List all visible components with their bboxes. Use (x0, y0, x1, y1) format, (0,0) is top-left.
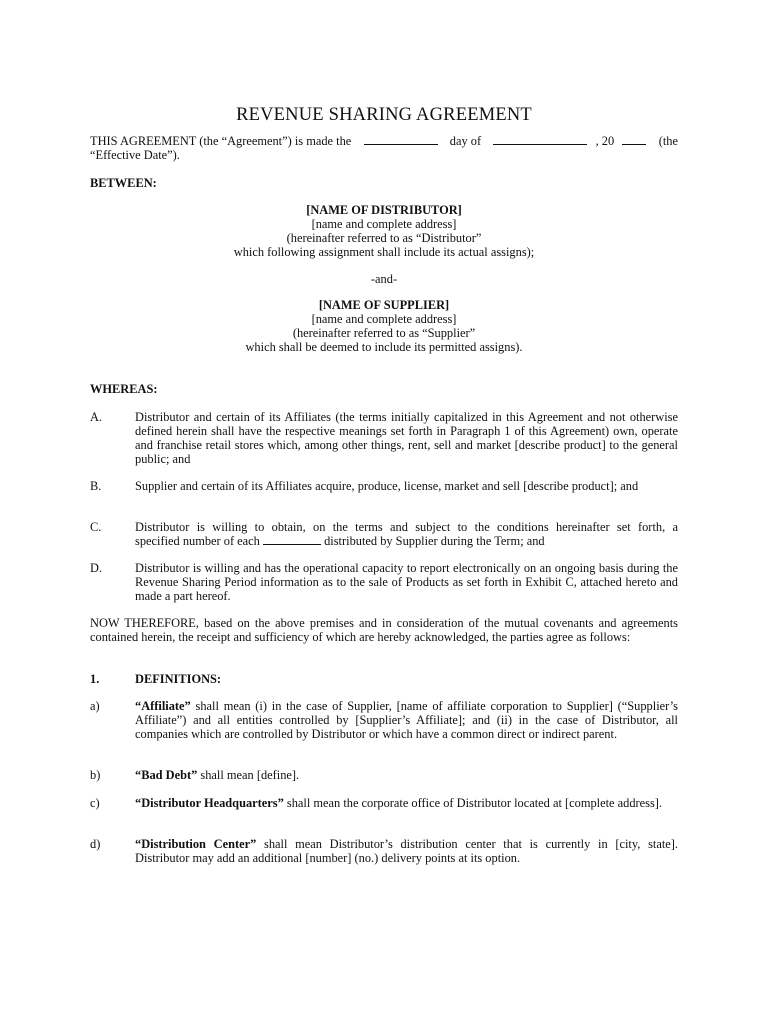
recital-label: B. (90, 479, 102, 493)
definition-term: “Distribution Center” (135, 837, 257, 851)
definition-text (135, 796, 678, 810)
intro-text-3: , 20 (595, 134, 615, 148)
distributor-referred: (hereinafter referred to as “Distributor” (286, 231, 482, 245)
definition-body: shall mean the corporate office of Distributor located at [complete address]. (283, 796, 663, 810)
distributor-name: [NAME OF DISTRIBUTOR] (306, 203, 462, 217)
distributor-assigns: which following assignment shall include its actual assigns); (233, 245, 535, 259)
recital-label: D. (90, 561, 103, 575)
supplier-address: [name and complete address] (311, 312, 457, 326)
recital-c-text-after: distributed by Supplier during the Term; and (324, 534, 545, 548)
definition-text (135, 768, 678, 782)
definition-body: shall mean [define]. (197, 768, 300, 782)
definition-term: “Bad Debt” (135, 768, 198, 782)
definition-term: “Distributor Headquarters” (135, 796, 284, 810)
intro-paragraph (90, 134, 678, 162)
date-year-blank (622, 134, 646, 145)
definition-label: c) (90, 796, 100, 810)
product-blank (263, 534, 321, 545)
definition-term: “Affiliate” (135, 699, 191, 713)
date-month-blank (493, 134, 587, 145)
definition-text (135, 699, 678, 741)
intro-text-1: THIS AGREEMENT (the “Agreement”) is made the (90, 134, 352, 148)
recital-text: Supplier and certain of its Affiliates acquire, produce, license, market and sell [describe product]; and (135, 479, 639, 493)
supplier-referred: (hereinafter referred to as “Supplier” (292, 326, 476, 340)
definition-label: d) (90, 837, 101, 851)
document-title: REVENUE SHARING AGREEMENT (236, 105, 532, 125)
and-separator: -and- (370, 272, 398, 286)
definition-body: shall mean Distributor’s distribution center that is currently in [city, state]. Distributor may add an additional [number] (no.) delivery points at its option. (135, 837, 679, 865)
supplier-assigns: which shall be deemed to include its permitted assigns). (245, 340, 523, 354)
intro-line-1 (90, 134, 678, 148)
definition-body: shall mean (i) in the case of Supplier, [name of affiliate corporation to Supplier] (“Supplier’s Affiliate”) and all entities controlled by [Supplier’s Affiliate]; and (ii) in the case of Distributor, all companies which are controlled by Distributor or which have a common direct or indirect parent. (135, 699, 678, 741)
definition-label: b) (90, 768, 101, 782)
whereas-label: WHEREAS: (90, 382, 158, 396)
now-therefore-paragraph: NOW THEREFORE, based on the above premises and in consideration of the mutual covenants and agreements contained herein, the receipt and sufficiency of which are hereby acknowledged, the parties agree as follows: (90, 616, 678, 644)
recital-c-line-2: specified number of each distributed by Supplier during the Term; and (135, 534, 545, 548)
intro-text-4: (the (658, 134, 678, 148)
date-day-blank (364, 134, 438, 145)
supplier-name: [NAME OF SUPPLIER] (318, 298, 450, 312)
recital-label: C. (90, 520, 102, 534)
intro-line-2: “Effective Date”). (90, 148, 180, 162)
between-label: BETWEEN: (90, 176, 157, 190)
distributor-address: [name and complete address] (311, 217, 457, 231)
definition-text (135, 837, 678, 865)
recital-text: Distributor and certain of its Affiliates (the terms initially capitalized in this Agreement and not otherwise defined herein shall have the respective meanings set forth in Paragraph 1 of this Agreement) own, operate and franchise retail stores which, among other things, rent, sell and market [describe product] to the general public; and (135, 410, 678, 466)
recital-text: Distributor is willing and has the operational capacity to report electronically on an ongoing basis during the Revenue Sharing Period information as to the sale of Products as set forth in Exhibit C, attached hereto and made a part hereof. (135, 561, 678, 603)
section-number: 1. (90, 672, 100, 686)
recital-label: A. (90, 410, 103, 424)
recital-c-text-before: Distributor is willing to obtain, on the terms and subject to the conditions hereinafter set forth, a (135, 520, 678, 534)
section-title: DEFINITIONS: (135, 672, 222, 686)
definition-label: a) (90, 699, 100, 713)
intro-text-2: day of (449, 134, 482, 148)
